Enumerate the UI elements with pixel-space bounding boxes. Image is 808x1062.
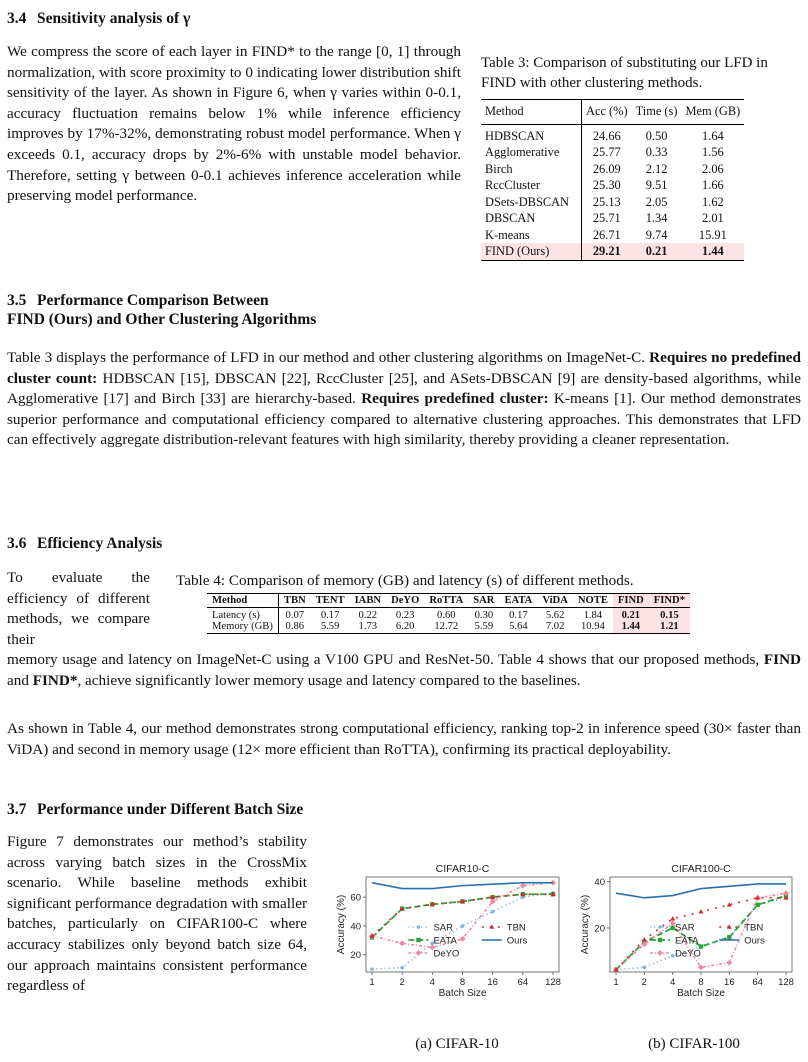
text: , achieve significantly lower memory usage and latency compared to the baselines. xyxy=(77,671,581,689)
legend-label: TBN xyxy=(506,922,526,934)
table-4-block xyxy=(176,571,806,634)
t4-header: NOTE xyxy=(573,593,613,607)
y-tick-label: 20 xyxy=(594,923,605,935)
data-point xyxy=(671,954,675,958)
t4-header: TBN xyxy=(278,593,310,607)
table-cell-value: 0.15 xyxy=(649,607,690,621)
legend-label: EATA xyxy=(675,935,699,947)
legend-marker xyxy=(417,925,421,929)
table-cell-value: 26.71 xyxy=(582,227,632,244)
subcaption-b: (b) CIFAR-100 xyxy=(648,1036,740,1052)
table-cell-value: 0.23 xyxy=(395,609,415,621)
x-tick-label: 2 xyxy=(641,977,647,988)
series-line xyxy=(616,898,786,970)
table-cell-metric: Latency (s) xyxy=(212,609,260,621)
t4-header: SAR xyxy=(468,593,499,607)
chart-title: CIFAR10-C xyxy=(435,863,490,875)
series-ours xyxy=(616,884,786,898)
table-row xyxy=(481,177,744,194)
data-point xyxy=(670,916,675,920)
t3-header-time: Time (s) xyxy=(632,100,682,125)
data-point xyxy=(399,940,405,946)
paragraph-3-6-efficiency: As shown in Table 4, our method demonstrates strong computational efficiency, ranking top-2 in inference speed (30× faster than ViDA) and second in memory usage (12× more efficient than RoTTA), confirming its practical deployability. xyxy=(7,720,801,758)
table-cell-value: 6.20 xyxy=(386,621,424,633)
t3-header-mem: Mem (GB) xyxy=(682,100,745,125)
t4-header: DeYO xyxy=(386,593,424,607)
paragraph-3-7: Figure 7 demonstrates our method’s stability across varying batch sizes in the CrossMix scenario. While baseline methods exhibit significant performance degradation with smaller batches, particularly on CIFAR100-C where accuracy stabilizes only beyond batch size 64, our approach maintains consistent performance regardless of xyxy=(7,833,307,995)
x-tick-label: 64 xyxy=(752,977,763,988)
text: memory usage and latency on ImageNet-C using a V100 GPU and ResNet-50. Table 4 shows that our proposed methods, xyxy=(7,651,764,668)
legend xyxy=(408,923,527,960)
chart-cifar10 xyxy=(326,860,578,1030)
legend-label: Ours xyxy=(744,935,765,947)
table-cell-value: 0.21 xyxy=(632,243,682,260)
text: K-means [1]. Our method demonstrates superior performance and computational efficiency compared to alternative clustering approaches. This demonstrates that LFD can effectively aggregate distribution-relevant features with high similarity, thereby providing a cleaner representation. xyxy=(7,390,802,449)
table-cell-method: HDBSCAN xyxy=(485,128,545,143)
table-cell-value: 26.09 xyxy=(582,161,632,178)
table-cell-value: 0.21 xyxy=(613,607,649,621)
data-point xyxy=(460,936,466,942)
legend-marker xyxy=(415,950,421,956)
chart-cifar100 xyxy=(570,860,808,1030)
table-cell-value: 0.22 xyxy=(358,609,378,621)
table-cell-value: 12.72 xyxy=(424,621,468,633)
table-cell-value: 0.60 xyxy=(437,609,456,621)
section-title: Performance Comparison Between xyxy=(37,292,269,309)
table-row xyxy=(481,144,744,161)
bold-text: Requires no predefined cluster count: xyxy=(7,349,801,387)
table-3 xyxy=(481,99,744,261)
table-cell-value: 9.51 xyxy=(645,178,668,192)
t4-header: FIND* xyxy=(649,593,690,607)
data-point xyxy=(400,966,404,970)
t4-header: FIND xyxy=(613,593,649,607)
table-cell-value: 25.77 xyxy=(582,144,632,161)
table-cell-value: 2.12 xyxy=(645,161,668,176)
table-cell-value: 1.64 xyxy=(702,128,724,143)
text: Table 3 displays the performance of LFD in our method and other clustering algorithms on ImageNet-C. xyxy=(7,349,650,366)
table-row xyxy=(481,210,744,227)
x-axis-label: Batch Size xyxy=(438,988,487,999)
y-tick-label: 20 xyxy=(350,950,361,962)
y-tick-label: 40 xyxy=(350,921,361,933)
legend-marker xyxy=(658,925,662,929)
series-sar xyxy=(614,896,788,971)
table-cell-value: 24.66 xyxy=(582,124,632,144)
x-tick-label: 2 xyxy=(399,977,405,988)
table-cell-value: 1.84 xyxy=(583,609,603,621)
table-cell-method: K-means xyxy=(485,227,530,242)
table-cell-value: 1.73 xyxy=(350,621,387,633)
x-tick-label: 16 xyxy=(724,977,735,988)
x-tick-label: 128 xyxy=(545,977,561,988)
table-3-caption: Table 3: Comparison of substituting our LFD in FIND with other clustering methods. xyxy=(481,55,768,91)
x-axis-label: Batch Size xyxy=(677,988,725,999)
table-4 xyxy=(207,593,690,634)
section-number: 3.5 xyxy=(7,292,27,309)
table-cell-value: 1.44 xyxy=(682,243,745,260)
table-cell-value: 5.59 xyxy=(311,621,350,633)
table-row xyxy=(207,621,690,633)
paragraph-3-6-intro: To evaluate the efficiency of different methods, we compare their xyxy=(7,569,150,648)
x-tick-label: 8 xyxy=(459,977,466,988)
table-cell-value: 2.01 xyxy=(702,211,724,225)
table-row xyxy=(481,161,744,178)
data-point xyxy=(755,903,759,907)
table-cell-value: 0.33 xyxy=(645,145,668,159)
text: and xyxy=(7,671,33,689)
table-row xyxy=(481,124,744,144)
t4-header: IABN xyxy=(350,593,387,607)
section-number: 3.4 xyxy=(7,10,27,27)
table-cell-value: 0.17 xyxy=(320,609,340,621)
t4-header: ViDA xyxy=(537,593,573,607)
section-title-line2: FIND (Ours) and Other Clustering Algorithms xyxy=(7,311,317,328)
series-line xyxy=(616,884,786,898)
x-tick-label: 16 xyxy=(487,977,498,988)
t4-header: TENT xyxy=(311,593,350,607)
table-cell-value: 2.06 xyxy=(702,161,724,176)
table-row xyxy=(207,607,690,621)
legend-label: EATA xyxy=(433,935,457,947)
section-number: 3.7 xyxy=(7,801,27,818)
table-row-highlight xyxy=(481,243,744,260)
table-cell-value: 29.21 xyxy=(582,243,632,260)
t4-header: Method xyxy=(207,593,278,607)
chart-title: CIFAR100-C xyxy=(671,863,731,875)
table-cell-value: 9.74 xyxy=(645,227,668,242)
legend-marker xyxy=(657,950,663,956)
table-cell-method: DBSCAN xyxy=(485,211,536,225)
x-tick-label: 128 xyxy=(778,977,794,988)
legend-marker xyxy=(416,938,420,942)
series-line xyxy=(616,898,786,970)
table-cell-value: 5.64 xyxy=(499,621,537,633)
table-cell-value: 0.86 xyxy=(278,621,310,633)
table-cell-value: 5.59 xyxy=(468,621,499,633)
table-cell-value: 7.02 xyxy=(537,621,573,633)
legend-label: TBN xyxy=(744,922,764,934)
x-tick-label: 64 xyxy=(517,977,529,988)
data-point xyxy=(643,966,647,970)
t3-header-acc: Acc (%) xyxy=(582,100,632,125)
table-cell-value: 1.44 xyxy=(613,621,649,633)
bold-text: FIND xyxy=(763,651,801,668)
y-tick-label: 60 xyxy=(350,892,361,904)
section-3-5-heading xyxy=(7,291,316,329)
section-3-4-heading xyxy=(7,9,190,28)
table-cell-value: 1.62 xyxy=(702,194,724,209)
y-tick-label: 40 xyxy=(594,877,605,889)
table-cell-value: 1.56 xyxy=(702,145,724,159)
t4-header: RoTTA xyxy=(424,593,468,607)
legend-label: DeYO xyxy=(675,948,701,960)
x-tick-label: 1 xyxy=(369,977,375,988)
x-tick-label: 4 xyxy=(429,977,435,988)
section-title: Efficiency Analysis xyxy=(37,535,163,552)
legend-label: SAR xyxy=(433,922,454,934)
table-4-caption: Table 4: Comparison of memory (GB) and latency (s) of different methods. xyxy=(176,572,634,589)
legend-marker xyxy=(658,938,662,942)
section-title: Sensitivity analysis of γ xyxy=(37,10,191,27)
table-cell-value: 0.50 xyxy=(645,128,668,143)
table-cell-method: DSets-DBSCAN xyxy=(485,194,569,209)
section-3-7-heading xyxy=(7,800,303,819)
table-cell-value: 0.17 xyxy=(509,609,528,621)
x-tick-label: 4 xyxy=(670,977,676,988)
bold-text: Requires predefined cluster: xyxy=(361,390,549,408)
y-axis-label: Accuracy (%) xyxy=(580,894,591,955)
subcaption-a: (a) CIFAR-10 xyxy=(415,1036,499,1052)
table-cell-value: 1.66 xyxy=(702,178,724,192)
table-3-block xyxy=(481,54,801,261)
bold-text: FIND* xyxy=(32,671,78,689)
legend-label: SAR xyxy=(675,922,695,934)
section-title: Performance under Different Batch Size xyxy=(37,801,304,818)
table-row xyxy=(481,227,744,244)
paragraph-3-4: We compress the score of each layer in FIND* to the range [0, 1] through normalization, with score proximity to 0 indicating lower distribution shift sensitivity of the layer. As shown in Figure 6, when γ varies within 0-0.1, accuracy fluctuation remains below 1% while inference efficiency improves by 17%-32%, demonstrating robust model performance. When γ exceeds 0.1, accuracy drops by 2%-6% with unstable model behavior. Therefore, setting γ between 0-0.1 achieves inference acceleration while preserving model performance. xyxy=(7,43,461,205)
table-cell-value: 15.91 xyxy=(698,227,727,242)
x-tick-label: 8 xyxy=(698,977,704,988)
series-deyo xyxy=(369,880,556,951)
table-cell-method: FIND (Ours) xyxy=(481,243,582,260)
t4-header: EATA xyxy=(499,593,537,607)
table-cell-metric: Memory (GB) xyxy=(207,621,278,633)
data-point xyxy=(370,967,374,971)
table-cell-value: 1.21 xyxy=(649,621,690,633)
data-point xyxy=(461,924,465,928)
data-point xyxy=(727,935,731,939)
table-cell-value: 25.71 xyxy=(582,210,632,227)
legend-label: Ours xyxy=(506,935,528,947)
paragraph-3-5 xyxy=(7,348,801,451)
series-tbn xyxy=(370,892,556,938)
table-cell-value: 25.30 xyxy=(582,177,632,194)
data-point xyxy=(491,910,495,914)
section-number: 3.6 xyxy=(7,535,27,552)
table-cell-value: 0.30 xyxy=(474,609,494,621)
table-cell-value: 10.94 xyxy=(573,621,613,633)
data-point xyxy=(726,960,732,966)
data-point xyxy=(642,937,647,941)
t3-header-method: Method xyxy=(481,100,582,125)
table-cell-value: 2.05 xyxy=(645,194,668,209)
table-cell-value: 25.13 xyxy=(582,194,632,211)
series-line xyxy=(372,893,553,969)
y-axis-label: Accuracy (%) xyxy=(336,894,347,955)
table-cell-method: Agglomerative xyxy=(485,145,560,159)
section-3-6-heading xyxy=(7,534,162,553)
table-cell-value: 1.34 xyxy=(645,211,668,225)
table-cell-method: Birch xyxy=(485,161,513,176)
text: HDBSCAN [15], DBSCAN [22], RccCluster [25], and ASets-DBSCAN [9] are density-based algorithms, while Agglomerative [17] and Birch [33] are hierarchy-based. xyxy=(7,369,801,408)
table-cell-value: 5.62 xyxy=(545,609,565,621)
x-tick-label: 1 xyxy=(613,977,619,988)
table-cell-method: RccCluster xyxy=(485,178,541,192)
plot-frame xyxy=(610,877,792,972)
table-row xyxy=(481,194,744,211)
table-cell-value: 0.07 xyxy=(278,607,310,621)
legend-label: DeYO xyxy=(433,948,460,960)
paragraph-3-6-body xyxy=(7,650,801,691)
